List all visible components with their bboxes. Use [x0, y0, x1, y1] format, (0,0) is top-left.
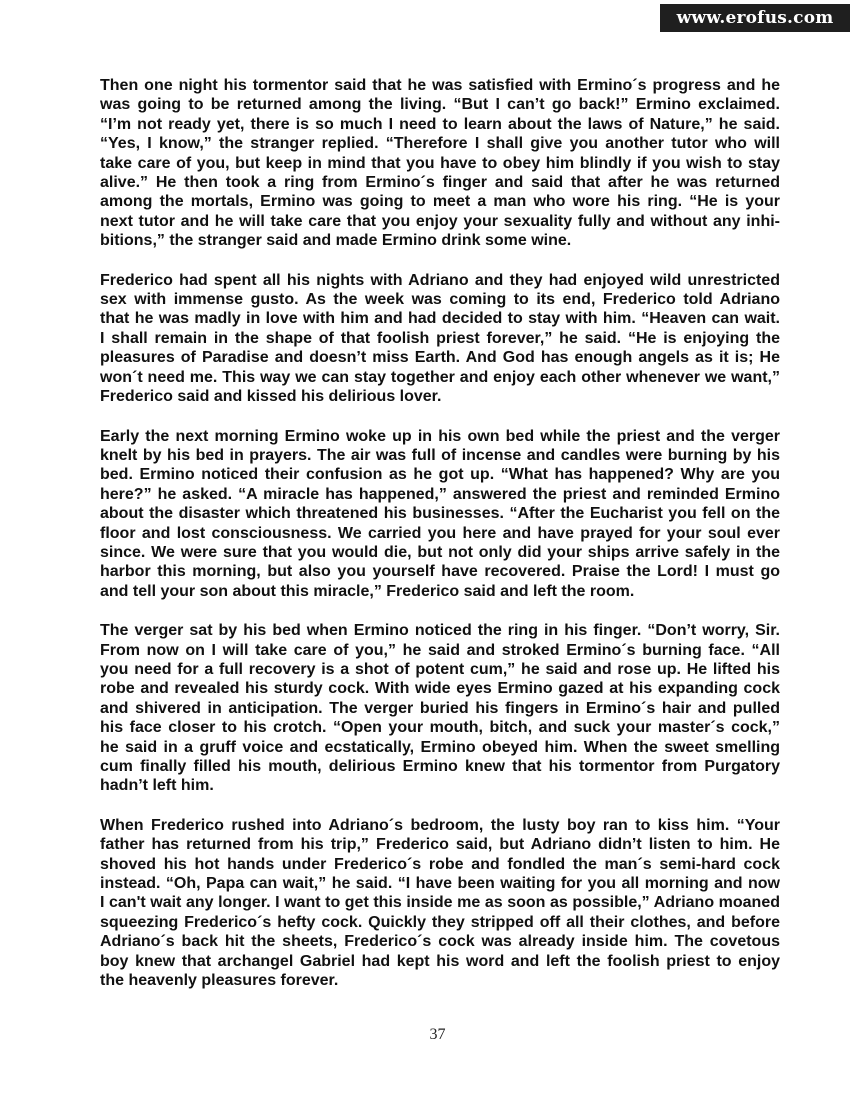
text-line: and tell your son about this miracle,” Frederico said and left the room.: [100, 582, 635, 600]
text-line: From now on I will take care of you,” he said and stroked Ermino´s burning face. “All: [100, 641, 780, 659]
text-line: boy knew that archangel Gabriel had kept his word and left the foolish priest to enjoy: [100, 952, 780, 970]
text-line: Then one night his tormentor said that he was satisfied with Ermino´s progress and he: [100, 77, 780, 94]
text-line: floor and lost consciousness. We carried you here and have prayed for your soul ever: [100, 524, 780, 542]
text-line: Early the next morning Ermino woke up in his own bed while the priest and the verger: [100, 427, 780, 445]
text-line: you need for a full recovery is a shot of potent cum,” he said and rose up. He lifted his: [100, 660, 780, 678]
text-line: Frederico said and kissed his delirious lover.: [100, 388, 442, 406]
text-line: cum finally filled his mouth, delirious Ermino knew that his tormentor from Purgatory: [100, 758, 780, 775]
text-line: bitions,” the stranger said and made Ermino drink some wine.: [100, 232, 572, 250]
text-line: Frederico had spent all his nights with Adriano and they had enjoyed wild unrestricted: [100, 271, 780, 289]
text-line: father has returned from his trip,” Frederico said, but Adriano didn’t listen to him. He: [100, 836, 780, 854]
text-line: The verger sat by his bed when Ermino noticed the ring in his finger. “Don’t worry, Sir.: [100, 622, 780, 640]
text-line: won´t need me. This way we can stay together and enjoy each other whenever we want,”: [100, 368, 780, 386]
text-line: “I’m not ready yet, there is so much I need to learn about the laws of Nature,” he said.: [100, 115, 780, 133]
text-line: I can't wait any longer. I want to get this inside me as soon as possible,” Adriano moaned: [100, 894, 780, 912]
text-line: sex with immense gusto. As the week was coming to its end, Frederico told Adriano: [100, 291, 780, 309]
text-line: here?” he asked. “A miracle has happened,” answered the priest and reminded Ermino: [100, 485, 780, 503]
text-line: I shall remain in the shape of that foolish priest forever,” he said. “He is enjoying the: [100, 329, 780, 347]
text-line: and shivered in anticipation. The verger buried his fingers in Ermino´s hair and pulled: [100, 699, 780, 717]
watermark-banner: www.erofus.com: [660, 4, 850, 32]
text-line: about the disaster which threatened his businesses. “After the Eucharist you fell on the: [100, 505, 780, 523]
text-line: When Frederico rushed into Adriano´s bedroom, the lusty boy ran to kiss him. “Your: [100, 816, 780, 834]
paragraph: [100, 427, 780, 602]
text-line: harbor this morning, but also you yourself have recovered. Praise the Lord! I must go: [100, 563, 780, 581]
text-line: robe and revealed his sturdy cock. With wide eyes Ermino gazed at his expanding cock: [100, 680, 780, 698]
text-line: bed. Ermino noticed their confusion as he got up. “What has happened? Why are you: [100, 466, 780, 484]
text-line: shoved his hot hands under Frederico´s robe and fondled the man´s semi-hard cock: [100, 855, 780, 873]
text-line: Adriano´s back hit the sheets, Frederico´s cock was already inside him. The covetous: [100, 933, 780, 951]
text-line: that he was madly in love with him and had decided to stay with him. “Heaven can wait.: [100, 310, 780, 328]
text-line: hadn’t left him.: [100, 777, 214, 795]
text-line: pleasures of Paradise and doesn’t miss Earth. And God has enough angels as it is; He: [100, 349, 780, 367]
text-line: take care of you, but keep in mind that you have to obey him blindly if you wish to stay: [100, 154, 780, 172]
paragraph: [100, 271, 780, 407]
text-line: next tutor and he will take care that you enjoy your sexuality fully and without any inhi-: [100, 212, 780, 230]
text-line: since. We were sure that you would die, but not only did your ships arrive safely in the: [100, 543, 780, 561]
paragraph: [100, 76, 780, 251]
text-line: the heavenly pleasures forever.: [100, 972, 339, 990]
text-line: his face closer to his crotch. “Open your mouth, bitch, and suck your master´s cock,”: [100, 719, 780, 737]
page-body: [100, 76, 780, 1010]
page-number: 37: [429, 1026, 446, 1043]
text-line: alive.” He then took a ring from Ermino´s finger and said that after he was returned: [100, 174, 780, 192]
text-line: he said in a gruff voice and ecstatically, Ermino obeyed him. When the sweet smelling: [100, 738, 780, 756]
text-line: knelt by his bed in prayers. The air was full of incense and candles were burning by his: [100, 446, 780, 464]
text-line: squeezing Frederico´s hefty cock. Quickly they stripped off all their clothes, and before: [100, 913, 780, 931]
text-line: was going to be returned among the living. “But I can’t go back!” Ermino exclaimed.: [100, 96, 780, 114]
text-line: among the mortals, Ermino was going to meet a man who wore his ring. “He is your: [100, 193, 780, 211]
text-line: instead. “Oh, Papa can wait,” he said. “I have been waiting for you all morning and now: [100, 875, 780, 893]
paragraph: [100, 816, 780, 991]
text-line: “Yes, I know,” the stranger replied. “Therefore I shall give you another tutor who will: [100, 135, 780, 153]
paragraph: [100, 621, 780, 796]
